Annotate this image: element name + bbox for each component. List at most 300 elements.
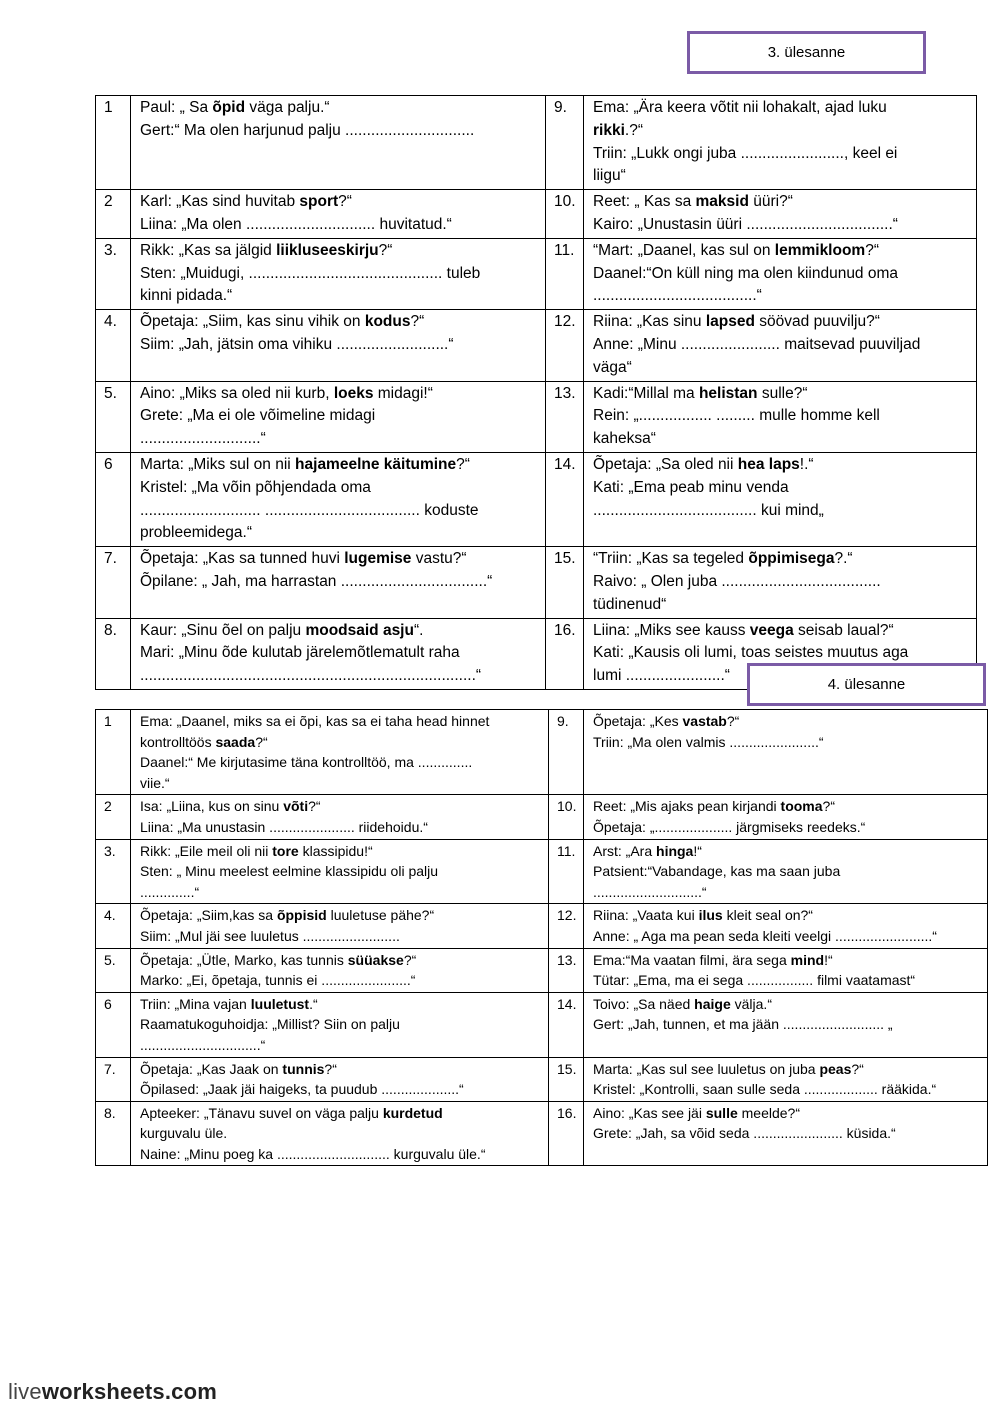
dialogue-line [140, 1035, 542, 1056]
keyword-text: loeks [333, 384, 374, 402]
dialogue-text: Õpilane: „ Jah, ma harrastan ..................................“ [140, 572, 493, 590]
dialogue-text: probleemidega.“ [140, 524, 253, 542]
dialogue-text: ?“ [308, 798, 321, 815]
dialogue-cell [584, 190, 977, 239]
keyword-text: lugemise [344, 550, 412, 568]
item-number: 1 [96, 710, 131, 795]
dialogue-text: üüri?“ [748, 193, 793, 211]
dialogue-text: Naine: „Minu poeg ka ............................. kurguvalu üle.“ [140, 1145, 486, 1162]
dialogue-text: Kati: „Kausis oli lumi, toas seistes muutus aga [593, 644, 909, 662]
keyword-text: rikki [593, 121, 625, 139]
keyword-text: tunnis [282, 1060, 325, 1077]
dialogue-text: liigu“ [593, 167, 626, 185]
dialogue-text: Gert: „Jah, tunnen, et ma jään .......................... „ [593, 1016, 893, 1033]
dialogue-text: Daanel:“On küll ning ma olen kiindunud oma [593, 264, 899, 282]
item-number: 2 [96, 795, 131, 839]
keyword-text: haige [694, 995, 731, 1012]
dialogue-text: Marko: „Ei, õpetaja, tunnis ei .......................“ [140, 972, 416, 989]
dialogue-line [593, 1123, 981, 1144]
keyword-text: hajameelne käitumine [295, 455, 457, 473]
dialogue-cell [131, 452, 546, 546]
dialogue-line [593, 311, 970, 334]
dialogue-text: ...................................... kui mind„ [593, 501, 824, 519]
dialogue-text: Aino: „Kas see jäi [593, 1104, 706, 1121]
dialogue-line [593, 143, 970, 166]
dialogue-line [140, 1123, 542, 1144]
dialogue-text: Sten: „Muidugi, ............................................. tuleb [140, 264, 481, 282]
dialogue-text: Toivo: „Sa näed [593, 995, 695, 1012]
dialogue-line [593, 97, 970, 120]
exercise-row [96, 795, 988, 839]
dialogue-text: Triin: „Ma olen valmis .......................“ [593, 733, 824, 750]
dialogue-line [593, 1059, 981, 1080]
dialogue-text: Anne: „ Aga ma pean seda kleiti veelgi .........................“ [593, 927, 937, 944]
dialogue-cell [131, 795, 549, 839]
dialogue-cell [584, 96, 977, 190]
dialogue-cell [131, 1057, 549, 1101]
keyword-text: sport [299, 193, 339, 211]
dialogue-text: ?“ [726, 713, 740, 729]
keyword-text: õpid [212, 99, 246, 116]
dialogue-text: Kairo: „Unustasin üüri ..................................“ [593, 215, 898, 233]
item-number: 16. [546, 618, 584, 689]
dialogue-text: ............................“ [140, 430, 266, 448]
dialogue-cell [131, 992, 549, 1057]
dialogue-line [593, 454, 970, 477]
task4-title: 4. ülesanne [747, 663, 986, 706]
keyword-text: maksid [695, 193, 749, 211]
dialogue-cell [584, 839, 988, 904]
item-number: 10. [546, 190, 584, 239]
item-number: 15. [549, 1057, 584, 1101]
dialogue-text: Paul: „ Sa [140, 99, 213, 116]
dialogue-text: Kati: „Ema peab minu venda [593, 478, 789, 496]
exercise-row [96, 381, 977, 452]
dialogue-cell [584, 547, 977, 618]
dialogue-cell [131, 190, 546, 239]
keyword-text: kurdetud [382, 1104, 443, 1121]
keyword-text: mind [790, 951, 825, 968]
dialogue-text: Arst: „Ara [593, 842, 657, 859]
dialogue-line [593, 1014, 981, 1035]
item-number: 5. [96, 381, 131, 452]
dialogue-text: Anne: „Minu ....................... maitsevad puuviljad [593, 335, 921, 353]
dialogue-cell [131, 238, 546, 309]
dialogue-line [593, 500, 970, 523]
dialogue-text: Grete: „Ma ei ole võimeline midagi [140, 407, 376, 425]
dialogue-line [593, 263, 970, 286]
dialogue-text: midagi!“ [373, 384, 433, 402]
dialogue-line [140, 711, 542, 732]
liveworksheets-logo[interactable] [8, 1379, 217, 1405]
dialogue-text: Õpetaja: „Ütle, Marko, kas tunnis [140, 951, 348, 968]
exercise-row [96, 948, 988, 992]
dialogue-text: ?“ [851, 1060, 864, 1077]
logo-suffix-text: .com [164, 1379, 218, 1404]
dialogue-text: .“ [309, 995, 318, 1012]
dialogue-text: !“ [693, 842, 702, 859]
dialogue-text: Liina: „Ma unustasin ...................... riidehoidu.“ [140, 818, 428, 835]
dialogue-text: kaheksa“ [593, 430, 656, 448]
dialogue-text: Triin: „Mina vajan [140, 995, 251, 1012]
dialogue-text: !.“ [799, 455, 814, 473]
dialogue-text: ..............................................................................“ [140, 667, 482, 685]
item-number: 5. [96, 948, 131, 992]
dialogue-line [140, 905, 542, 926]
item-number: 1 [96, 96, 131, 190]
dialogue-text: lumi .......................“ [593, 667, 730, 685]
dialogue-line [593, 165, 970, 188]
dialogue-cell [584, 795, 988, 839]
dialogue-text: “Mart: „Daanel, kas sul on [593, 241, 775, 259]
dialogue-line [140, 548, 539, 571]
dialogue-text: ?“ [865, 241, 880, 259]
dialogue-text: klassipidu!“ [298, 842, 373, 859]
exercise-row [96, 238, 977, 309]
dialogue-line [140, 620, 539, 643]
dialogue-text: ..............“ [140, 883, 200, 900]
dialogue-line [593, 1103, 981, 1124]
dialogue-line [140, 994, 542, 1015]
dialogue-text: Õpetaja: „Kes [593, 713, 683, 729]
dialogue-line [593, 191, 970, 214]
dialogue-text: ............................“ [593, 883, 707, 900]
task4-table [95, 709, 988, 1166]
dialogue-text: meelde?“ [737, 1104, 801, 1121]
dialogue-text: Riina: „Kas sinu [593, 313, 706, 331]
dialogue-text: Ema: „Ära keera võtit nii lohakalt, ajad luku [593, 99, 887, 116]
dialogue-text: ?“ [378, 241, 393, 259]
exercise-row [96, 452, 977, 546]
item-number: 7. [96, 1057, 131, 1101]
item-number: 9. [549, 710, 584, 795]
keyword-text: vastab [682, 713, 727, 729]
dialogue-line [593, 817, 981, 838]
dialogue-text: seisab laual?“ [793, 621, 894, 639]
dialogue-text: ?“ [456, 455, 470, 473]
exercise-row [96, 547, 977, 618]
dialogue-line [140, 882, 542, 903]
dialogue-text: Liina: „Ma olen .............................. huvitatud.“ [140, 215, 452, 233]
dialogue-text: ............................ .................................... koduste [140, 501, 479, 519]
dialogue-text: kontrolltöös [140, 733, 216, 750]
keyword-text: peas [819, 1060, 852, 1077]
item-number: 14. [546, 452, 584, 546]
dialogue-line [593, 711, 981, 732]
keyword-text: lapsed [705, 313, 755, 331]
dialogue-cell [131, 618, 546, 689]
dialogue-text: ......................................“ [593, 287, 762, 305]
dialogue-line [140, 796, 542, 817]
keyword-text: tore [272, 842, 299, 859]
item-number: 3. [96, 839, 131, 904]
keyword-text: veega [749, 621, 794, 639]
dialogue-cell [584, 1101, 988, 1166]
exercise-row [96, 1101, 988, 1166]
dialogue-text: Ema: „Daanel, miks sa ei õpi, kas sa ei taha head hinnet [140, 713, 490, 729]
item-number: 10. [549, 795, 584, 839]
dialogue-cell [131, 310, 546, 381]
dialogue-text: Rikk: „Kas sa jälgid [140, 241, 277, 259]
dialogue-text: Õpetaja: „.................... järgmiseks reedeks.“ [593, 818, 866, 835]
dialogue-text: ?“ [255, 733, 268, 750]
dialogue-text: sulle?“ [757, 384, 808, 402]
dialogue-text: Tütar: „Ema, ma ei sega ................. filmi vaatamast“ [593, 972, 916, 989]
dialogue-text: Marta: „Kas sul see luuletus on juba [593, 1060, 820, 1077]
dialogue-cell [584, 238, 977, 309]
dialogue-text: Kristel: „Ma võin põhjendada oma [140, 478, 371, 496]
dialogue-text: väga palju.“ [245, 99, 330, 116]
keyword-text: liikluseeskirju [276, 241, 379, 259]
keyword-text: võti [283, 798, 309, 815]
dialogue-text: kurguvalu üle. [140, 1125, 228, 1142]
dialogue-cell [584, 452, 977, 546]
dialogue-cell [131, 710, 549, 795]
dialogue-text: “Triin: „Kas sa tegeled [593, 550, 749, 568]
keyword-text: õppimisega [748, 550, 835, 568]
dialogue-text: söövad puuvilju?“ [754, 313, 880, 331]
dialogue-text: Grete: „Jah, sa võid seda ....................... küsida.“ [593, 1125, 896, 1142]
dialogue-line [140, 1059, 542, 1080]
keyword-text: saada [215, 733, 256, 750]
dialogue-line [140, 1144, 542, 1165]
dialogue-cell [584, 710, 988, 795]
dialogue-cell [131, 96, 546, 190]
keyword-text: moodsaid asju [305, 621, 414, 639]
dialogue-line [140, 285, 539, 308]
exercise-row [96, 190, 977, 239]
dialogue-line [593, 240, 970, 263]
dialogue-line [593, 357, 970, 380]
dialogue-line [593, 642, 970, 665]
dialogue-line [140, 240, 539, 263]
dialogue-text: kinni pidada.“ [140, 287, 233, 305]
dialogue-line [140, 120, 539, 143]
dialogue-text: Liina: „Miks see kauss [593, 621, 750, 639]
dialogue-text: “. [413, 621, 424, 639]
dialogue-line [593, 334, 970, 357]
dialogue-text: Reet: „ Kas sa [593, 193, 696, 211]
dialogue-text: ?“ [410, 313, 425, 331]
dialogue-text: Rikk: „Eile meil oli nii [140, 842, 273, 859]
dialogue-line [140, 311, 539, 334]
dialogue-text: !“ [824, 951, 833, 968]
dialogue-text: ...............................“ [140, 1036, 266, 1053]
dialogue-line [140, 334, 539, 357]
item-number: 4. [96, 904, 131, 948]
dialogue-text: Aino: „Miks sa oled nii kurb, [140, 384, 334, 402]
dialogue-line [593, 214, 970, 237]
dialogue-text: Patsient:“Vabandage, kas ma saan juba [593, 863, 841, 880]
item-number: 3. [96, 238, 131, 309]
keyword-text: ilus [698, 907, 723, 924]
dialogue-text: ?.“ [834, 550, 853, 568]
dialogue-text: Õpetaja: „Sa oled nii [593, 455, 738, 473]
item-number: 11. [546, 238, 584, 309]
dialogue-line [593, 620, 970, 643]
dialogue-text: tüdinenud“ [593, 595, 667, 613]
dialogue-text: Isa: „Liina, kus on sinu [140, 798, 284, 815]
task3-body [96, 96, 977, 690]
dialogue-cell [131, 904, 549, 948]
dialogue-line [140, 642, 539, 665]
keyword-text: kodus [364, 313, 411, 331]
dialogue-line [140, 263, 539, 286]
dialogue-text: Õpetaja: „Siim,kas sa [140, 907, 277, 924]
dialogue-line [140, 841, 542, 862]
item-number: 15. [546, 547, 584, 618]
dialogue-line [140, 926, 542, 947]
dialogue-line [140, 950, 542, 971]
dialogue-line [140, 1014, 542, 1035]
dialogue-line [593, 905, 981, 926]
exercise-row [96, 310, 977, 381]
dialogue-text: kleit seal on?“ [722, 907, 813, 924]
item-number: 4. [96, 310, 131, 381]
keyword-text: õppisid [276, 907, 327, 924]
dialogue-cell [584, 992, 988, 1057]
dialogue-text: vastu?“ [411, 550, 467, 568]
dialogue-line [140, 191, 539, 214]
dialogue-text: Reet: „Mis ajaks pean kirjandi [593, 798, 781, 815]
dialogue-line [140, 477, 539, 500]
dialogue-text: Õpetaja: „Kas Jaak on [140, 1060, 283, 1077]
keyword-text: luuletust [250, 995, 310, 1012]
item-number: 9. [546, 96, 584, 190]
exercise-row [96, 904, 988, 948]
dialogue-line [140, 214, 539, 237]
dialogue-line [593, 796, 981, 817]
dialogue-line [140, 752, 542, 773]
dialogue-line [140, 428, 539, 451]
item-number: 8. [96, 618, 131, 689]
dialogue-text: Kadi:“Millal ma [593, 384, 699, 402]
dialogue-line [140, 773, 542, 794]
exercise-row [96, 96, 977, 190]
item-number: 14. [549, 992, 584, 1057]
item-number: 16. [549, 1101, 584, 1166]
dialogue-cell [131, 381, 546, 452]
keyword-text: lemmikloom [774, 241, 866, 259]
dialogue-cell [584, 904, 988, 948]
dialogue-text: Õpetaja: „Kas sa tunned huvi [140, 550, 345, 568]
dialogue-line [593, 1079, 981, 1100]
dialogue-line [140, 665, 539, 688]
dialogue-line [593, 548, 970, 571]
keyword-text: hea laps [737, 455, 800, 473]
dialogue-text: Riina: „Vaata kui [593, 907, 699, 924]
item-number: 6 [96, 452, 131, 546]
dialogue-line [140, 732, 542, 753]
exercise-row [96, 992, 988, 1057]
dialogue-text: .?“ [624, 121, 643, 139]
dialogue-line [593, 994, 981, 1015]
dialogue-cell [584, 1057, 988, 1101]
dialogue-line [140, 405, 539, 428]
keyword-text: süüakse [347, 951, 404, 968]
item-number: 12. [546, 310, 584, 381]
logo-live-text: live [8, 1379, 42, 1404]
dialogue-line [140, 817, 542, 838]
dialogue-line [593, 477, 970, 500]
dialogue-text: luuletuse pähe?“ [326, 907, 435, 924]
dialogue-text: viie.“ [140, 774, 170, 791]
dialogue-text: Sten: „ Minu meelest eelmine klassipidu oli palju [140, 863, 439, 880]
dialogue-text: Raamatukoguhoidja: „Millist? Siin on palju [140, 1016, 400, 1033]
dialogue-line [593, 950, 981, 971]
dialogue-line [593, 926, 981, 947]
dialogue-text: Raivo: „ Olen juba ..................................... [593, 572, 881, 590]
dialogue-text: väga“ [593, 358, 632, 376]
dialogue-line [593, 882, 981, 903]
dialogue-line [593, 841, 981, 862]
dialogue-line [140, 454, 539, 477]
dialogue-text: Apteeker: „Tänavu suvel on väga palju [140, 1104, 383, 1121]
item-number: 13. [546, 381, 584, 452]
dialogue-line [593, 383, 970, 406]
task3-table [95, 95, 977, 690]
dialogue-cell [131, 547, 546, 618]
keyword-text: helistan [698, 384, 758, 402]
dialogue-text: Õpetaja: „Siim, kas sinu vihik on [140, 313, 365, 331]
dialogue-line [593, 732, 981, 753]
task3-title: 3. ülesanne [687, 31, 926, 74]
exercise-row [96, 839, 988, 904]
item-number: 13. [549, 948, 584, 992]
dialogue-line [140, 861, 542, 882]
dialogue-line [593, 594, 970, 617]
dialogue-cell [584, 381, 977, 452]
dialogue-text: Kaur: „Sinu õel on palju [140, 621, 306, 639]
dialogue-cell [584, 948, 988, 992]
dialogue-cell [131, 948, 549, 992]
dialogue-text: ?“ [324, 1060, 337, 1077]
dialogue-cell [584, 310, 977, 381]
dialogue-text: Karl: „Kas sind huvitab [140, 193, 300, 211]
dialogue-text: Õpilased: „Jaak jäi haigeks, ta puudub ....................“ [140, 1081, 464, 1098]
dialogue-text: Daanel:“ Me kirjutasime täna kontrolltöö, ma .............. [140, 754, 473, 771]
item-number: 7. [96, 547, 131, 618]
dialogue-line [140, 97, 539, 120]
dialogue-line [140, 522, 539, 545]
dialogue-text: Mari: „Minu õde kulutab järelemõtlematult raha [140, 644, 460, 662]
dialogue-line [140, 571, 539, 594]
item-number: 2 [96, 190, 131, 239]
dialogue-text: Siim: „Mul jäi see luuletus ......................... [140, 927, 400, 944]
dialogue-text: ?“ [338, 193, 352, 211]
item-number: 8. [96, 1101, 131, 1166]
dialogue-line [140, 1103, 542, 1124]
dialogue-text: Ema:“Ma vaatan filmi, ära sega [593, 951, 791, 968]
dialogue-text: Marta: „Miks sul on nii [140, 455, 296, 473]
logo-worksheets-text: worksheets [41, 1379, 165, 1404]
dialogue-line [140, 970, 542, 991]
dialogue-line [140, 500, 539, 523]
dialogue-line [593, 285, 970, 308]
exercise-row [96, 1057, 988, 1101]
dialogue-line [593, 970, 981, 991]
dialogue-text: Rein: „................. ......... mulle homme kell [593, 407, 880, 425]
dialogue-text: ?“ [403, 951, 417, 968]
dialogue-text: välja.“ [730, 995, 772, 1012]
keyword-text: hinga [656, 842, 694, 859]
dialogue-line [140, 1079, 542, 1100]
dialogue-text: Kristel: „Kontrolli, saan sulle seda ................... rääkida.“ [593, 1081, 937, 1098]
dialogue-cell [131, 1101, 549, 1166]
dialogue-line [593, 405, 970, 428]
dialogue-text: Siim: „Jah, jätsin oma vihiku ..........................“ [140, 335, 454, 353]
task4-body [96, 710, 988, 1166]
